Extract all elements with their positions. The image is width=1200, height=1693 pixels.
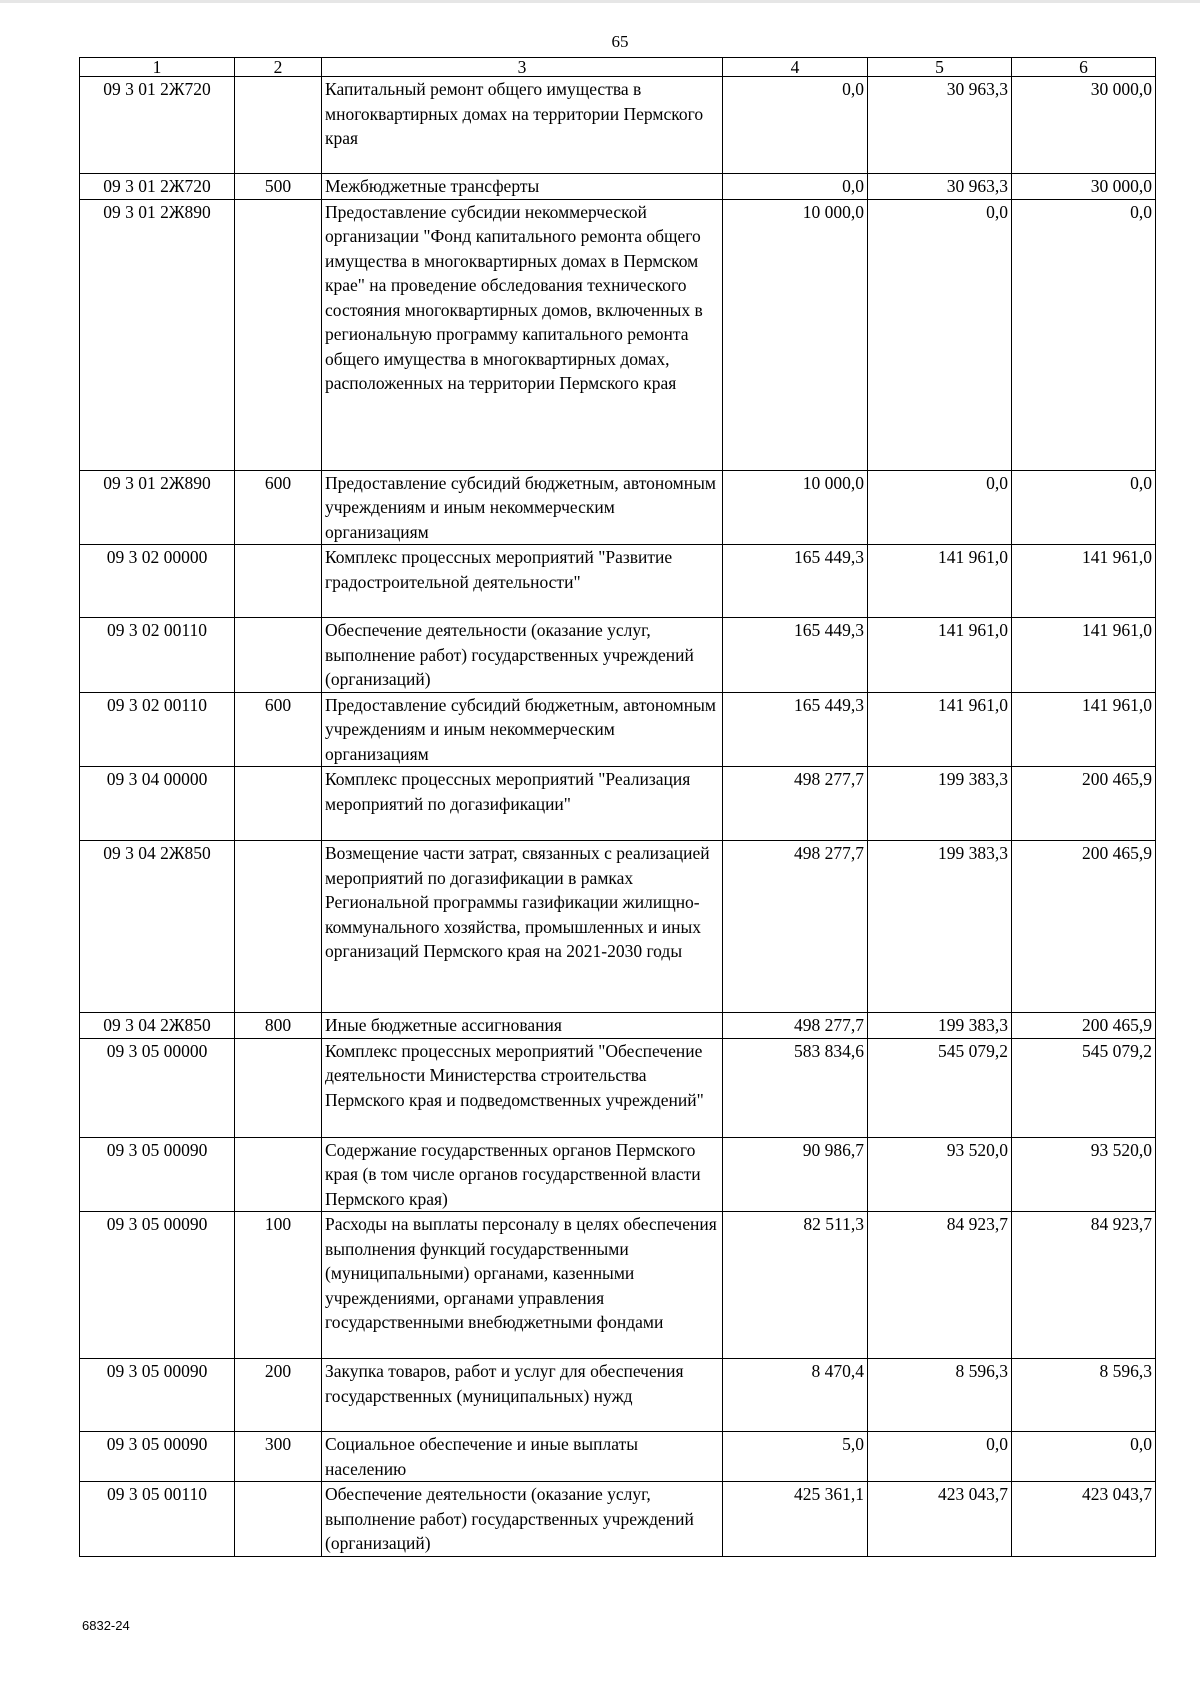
- row-value-col5: 93 520,0: [868, 1137, 1012, 1212]
- row-value-col6: 141 961,0: [1012, 692, 1156, 767]
- row-name: Предоставление субсидий бюджетным, автономным учреждениям и иным некоммерческим организациям: [322, 692, 723, 767]
- document-code: 6832-24: [82, 1618, 130, 1633]
- row-code: 09 3 01 2Ж890: [80, 470, 235, 545]
- row-name: Капитальный ремонт общего имущества в многоквартирных домах на территории Пермского края: [322, 77, 723, 174]
- row-expense-type: [235, 1482, 322, 1557]
- row-name: Комплекс процессных мероприятий "Развитие градостроительной деятельности": [322, 545, 723, 618]
- header-col-4: 4: [723, 58, 868, 77]
- row-value-col4: 0,0: [723, 77, 868, 174]
- header-col-5: 5: [868, 58, 1012, 77]
- header-col-2: 2: [235, 58, 322, 77]
- row-name: Предоставление субсидии некоммерческой организации "Фонд капитального ремонта общего имущества в многоквартирных домах в Пермском крае" на проведение обследования технического состояния многоквартирных домов, включенных в региональную программу капитального ремонта общего имущества в многоквартирных домах, расположенных на территории Пермского края: [322, 199, 723, 470]
- row-value-col4: 165 449,3: [723, 618, 868, 693]
- table-row: [80, 199, 1156, 470]
- row-value-col4: 583 834,6: [723, 1038, 868, 1137]
- budget-table: [79, 57, 1156, 1557]
- header-col-6: 6: [1012, 58, 1156, 77]
- row-name: Комплекс процессных мероприятий "Реализация мероприятий по догазификации": [322, 767, 723, 841]
- row-value-col6: 0,0: [1012, 470, 1156, 545]
- row-value-col4: 498 277,7: [723, 841, 868, 1013]
- row-value-col5: 0,0: [868, 470, 1012, 545]
- row-value-col4: 10 000,0: [723, 470, 868, 545]
- row-code: 09 3 05 00090: [80, 1212, 235, 1359]
- row-value-col6: 200 465,9: [1012, 841, 1156, 1013]
- row-expense-type: 100: [235, 1212, 322, 1359]
- row-code: 09 3 04 2Ж850: [80, 1013, 235, 1039]
- row-expense-type: [235, 1137, 322, 1212]
- table-row: [80, 1359, 1156, 1432]
- row-code: 09 3 05 00090: [80, 1432, 235, 1482]
- row-code: 09 3 04 2Ж850: [80, 841, 235, 1013]
- row-expense-type: [235, 545, 322, 618]
- row-value-col5: 0,0: [868, 199, 1012, 470]
- row-value-col6: 200 465,9: [1012, 767, 1156, 841]
- table-row: [80, 1212, 1156, 1359]
- row-name: Обеспечение деятельности (оказание услуг, выполнение работ) государственных учреждений (организаций): [322, 618, 723, 693]
- row-code: 09 3 04 00000: [80, 767, 235, 841]
- row-name: Иные бюджетные ассигнования: [322, 1013, 723, 1039]
- table-row: [80, 1137, 1156, 1212]
- row-value-col6: 0,0: [1012, 1432, 1156, 1482]
- row-value-col6: 141 961,0: [1012, 545, 1156, 618]
- row-code: 09 3 01 2Ж720: [80, 174, 235, 200]
- row-value-col5: 545 079,2: [868, 1038, 1012, 1137]
- row-value-col6: 545 079,2: [1012, 1038, 1156, 1137]
- row-expense-type: 500: [235, 174, 322, 200]
- row-value-col4: 10 000,0: [723, 199, 868, 470]
- header-col-1: 1: [80, 58, 235, 77]
- row-value-col4: 8 470,4: [723, 1359, 868, 1432]
- table-row: [80, 77, 1156, 174]
- row-name: Социальное обеспечение и иные выплаты населению: [322, 1432, 723, 1482]
- row-expense-type: [235, 199, 322, 470]
- table-row: [80, 545, 1156, 618]
- row-value-col6: 84 923,7: [1012, 1212, 1156, 1359]
- row-value-col5: 84 923,7: [868, 1212, 1012, 1359]
- row-value-col5: 30 963,3: [868, 174, 1012, 200]
- row-value-col4: 0,0: [723, 174, 868, 200]
- row-code: 09 3 01 2Ж720: [80, 77, 235, 174]
- row-value-col5: 30 963,3: [868, 77, 1012, 174]
- row-value-col6: 93 520,0: [1012, 1137, 1156, 1212]
- row-code: 09 3 02 00110: [80, 618, 235, 693]
- table-row: [80, 767, 1156, 841]
- table-row: [80, 174, 1156, 200]
- row-value-col5: 199 383,3: [868, 1013, 1012, 1039]
- row-value-col5: 199 383,3: [868, 767, 1012, 841]
- row-value-col5: 199 383,3: [868, 841, 1012, 1013]
- row-expense-type: [235, 767, 322, 841]
- row-value-col4: 5,0: [723, 1432, 868, 1482]
- row-expense-type: 800: [235, 1013, 322, 1039]
- row-name: Расходы на выплаты персоналу в целях обеспечения выполнения функций государственными (муниципальными) органами, казенными учреждениями, органами управления государственными внебюджетными фондами: [322, 1212, 723, 1359]
- table-row: [80, 1013, 1156, 1039]
- row-code: 09 3 02 00000: [80, 545, 235, 618]
- row-value-col5: 141 961,0: [868, 692, 1012, 767]
- table-row: [80, 1038, 1156, 1137]
- table-row: [80, 1482, 1156, 1557]
- row-expense-type: [235, 618, 322, 693]
- row-name: Предоставление субсидий бюджетным, автономным учреждениям и иным некоммерческим организациям: [322, 470, 723, 545]
- row-value-col6: 141 961,0: [1012, 618, 1156, 693]
- row-value-col4: 82 511,3: [723, 1212, 868, 1359]
- row-value-col6: 0,0: [1012, 199, 1156, 470]
- header-col-3: 3: [322, 58, 723, 77]
- row-value-col4: 90 986,7: [723, 1137, 868, 1212]
- table-row: [80, 1432, 1156, 1482]
- row-value-col5: 8 596,3: [868, 1359, 1012, 1432]
- row-name: Комплекс процессных мероприятий "Обеспечение деятельности Министерства строительства Пермского края и подведомственных учреждений": [322, 1038, 723, 1137]
- row-value-col5: 141 961,0: [868, 618, 1012, 693]
- row-code: 09 3 05 00090: [80, 1137, 235, 1212]
- row-name: Возмещение части затрат, связанных с реализацией мероприятий по догазификации в рамках Региональной программы газификации жилищно-коммунального хозяйства, промышленных и иных организаций Пермского края на 2021-2030 годы: [322, 841, 723, 1013]
- row-expense-type: 200: [235, 1359, 322, 1432]
- row-value-col4: 498 277,7: [723, 1013, 868, 1039]
- row-expense-type: [235, 841, 322, 1013]
- row-name: Межбюджетные трансферты: [322, 174, 723, 200]
- row-code: 09 3 05 00090: [80, 1359, 235, 1432]
- row-expense-type: [235, 1038, 322, 1137]
- table-row: [80, 470, 1156, 545]
- row-value-col6: 30 000,0: [1012, 77, 1156, 174]
- row-name: Обеспечение деятельности (оказание услуг, выполнение работ) государственных учреждений (организаций): [322, 1482, 723, 1557]
- row-value-col5: 423 043,7: [868, 1482, 1012, 1557]
- row-value-col4: 425 361,1: [723, 1482, 868, 1557]
- table-row: [80, 841, 1156, 1013]
- row-code: 09 3 02 00110: [80, 692, 235, 767]
- row-value-col6: 30 000,0: [1012, 174, 1156, 200]
- scan-edge: [0, 0, 1200, 3]
- table-row: [80, 692, 1156, 767]
- table-row: [80, 618, 1156, 693]
- row-value-col6: 8 596,3: [1012, 1359, 1156, 1432]
- page-number: 65: [611, 32, 629, 51]
- header-row: [80, 58, 1156, 77]
- row-code: 09 3 01 2Ж890: [80, 199, 235, 470]
- row-expense-type: [235, 77, 322, 174]
- row-value-col4: 498 277,7: [723, 767, 868, 841]
- row-value-col4: 165 449,3: [723, 545, 868, 618]
- row-expense-type: 300: [235, 1432, 322, 1482]
- row-value-col6: 423 043,7: [1012, 1482, 1156, 1557]
- row-expense-type: 600: [235, 692, 322, 767]
- row-code: 09 3 05 00110: [80, 1482, 235, 1557]
- row-code: 09 3 05 00000: [80, 1038, 235, 1137]
- row-value-col5: 0,0: [868, 1432, 1012, 1482]
- row-value-col5: 141 961,0: [868, 545, 1012, 618]
- row-value-col6: 200 465,9: [1012, 1013, 1156, 1039]
- row-expense-type: 600: [235, 470, 322, 545]
- row-name: Содержание государственных органов Пермского края (в том числе органов государственной власти Пермского края): [322, 1137, 723, 1212]
- row-value-col4: 165 449,3: [723, 692, 868, 767]
- row-name: Закупка товаров, работ и услуг для обеспечения государственных (муниципальных) нужд: [322, 1359, 723, 1432]
